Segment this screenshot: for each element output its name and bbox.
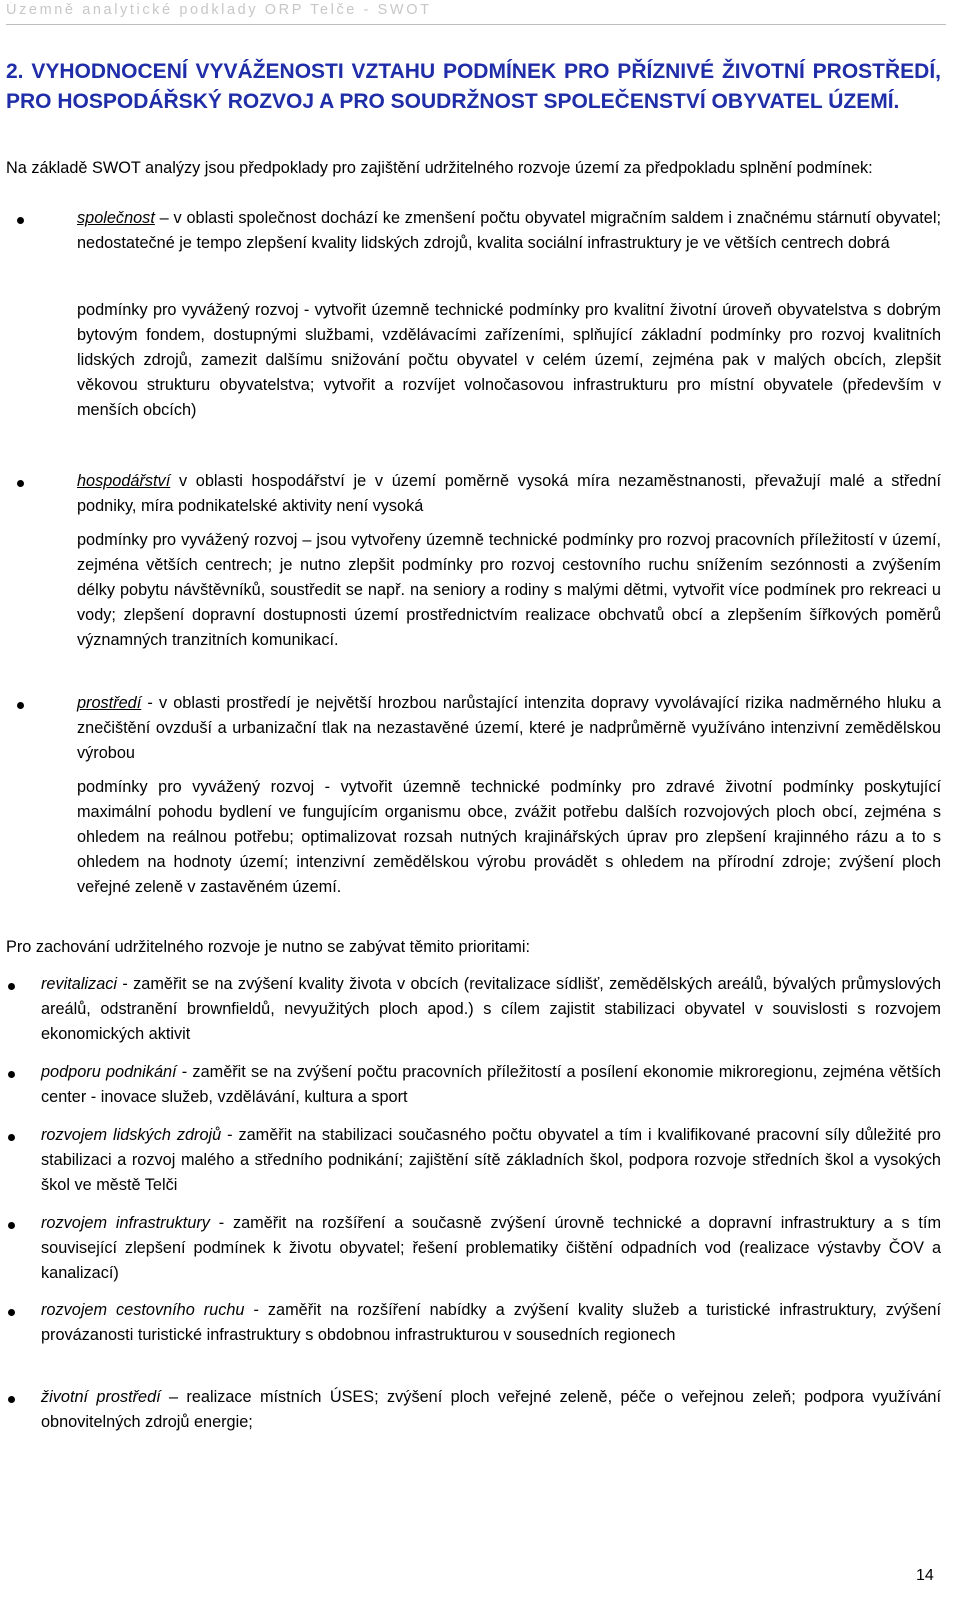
section-heading: 2. VYHODNOCENÍ VYVÁŽENOSTI VZTAHU PODMÍNEK PRO PŘÍZNIVÉ ŽIVOTNÍ PROSTŘEDÍ, PRO HOSPODÁŘSKÝ ROZVOJ A PRO SOUDRŽNOST SPOLEČENSTVÍ OBYVATEL ÚZEMÍ. (6, 60, 941, 113)
page-header: Územně analytické podklady ORP Telče - SWOT (6, 2, 946, 25)
priority-text: - zaměřit na stabilizaci současného počtu obyvatel a tím i kvalifikované pracovní síly důležité pro stabilizaci a rozvoj malého a středního podnikání; zajištění sítě základních škol, podpora rozvoje středních škol a vysokých škol ve městě Telči (41, 1126, 941, 1194)
priority-text: – realizace místních ÚSES; zvýšení ploch veřejné zeleně, péče o veřejnou zeleň; podpora využívání obnovitelných zdrojů energie; (41, 1388, 941, 1431)
priority-item (41, 1060, 941, 1110)
section-prostredi-lead (77, 691, 941, 766)
lead-text: v oblasti hospodářství je v území poměrně vysoká míra nezaměstnanosti, převažují malé a střední podniky, míra podnikatelské aktivity není vysoká (77, 472, 941, 515)
priority-term: revitalizaci (41, 975, 118, 993)
priority-item (41, 972, 941, 1047)
priority-text: - zaměřit na rozšíření a současně zvýšení úrovně technické a dopravní infrastruktury a s tím související zlepšení podmínek k životu obyvatel; řešení problematiky čištění odpadních vod (realizace výstavby ČOV a kanalizací) (41, 1214, 942, 1282)
page-number: 14 (916, 1567, 934, 1584)
bullet-icon (17, 702, 24, 709)
priority-text: - zaměřit na rozšíření nabídky a zvýšení kvality služeb a turistické infrastruktury, zvýšení provázanosti turistické infrastruktury s obdobnou infrastrukturou v sousedních regionech (41, 1301, 941, 1344)
section-hospodarstvi-lead (77, 469, 941, 519)
section-hospodarstvi-conditions: podmínky pro vyvážený rozvoj – jsou vytvořeny územně technické podmínky pro rozvoj pracovních příležitostí v území, zejména větších centrech; je nutno zlepšit podmínky pro rozvoj cestovního ruchu snížením sezónnosti a zvýšením délky pobytu návštěvníků, soustředit se např. na seniory a rodiny s malými dětmi, vytvořit více podmínek pro rekreaci u vody; zlepšení dopravní dostupnosti území prostřednictvím realizace obchvatů obcí a zlepšením šířkových poměrů významných tranzitních komunikací. (77, 531, 941, 649)
term-prostredi: prostředí (77, 694, 142, 712)
lead-text: - v oblasti prostředí je největší hrozbou narůstající intenzita dopravy vyvolávající rizika nadměrného hluku a znečištění ovzduší a urbanizační tlak na nezastavěné území, které je nadprůměrně využíváno intenzivní zemědělskou výrobou (77, 694, 941, 762)
priority-term: rozvojem lidských zdrojů (41, 1126, 222, 1144)
bullet-icon (8, 1309, 15, 1316)
priority-term: rozvojem infrastruktury (41, 1214, 210, 1232)
bullet-icon (8, 1134, 15, 1141)
section-spolecnost-lead (77, 206, 941, 256)
priority-item (41, 1211, 941, 1286)
priority-item (41, 1298, 941, 1348)
term-spolecnost: společnost (77, 209, 155, 227)
lead-text: – v oblasti společnost dochází ke zmenšení počtu obyvatel migračním saldem i značnému stárnutí obyvatel; nedostatečné je tempo zlepšení kvality lidských zdrojů, kvalita sociální infrastruktury je ve větších centrech dobrá (77, 209, 941, 252)
term-hospodarstvi: hospodářství (77, 472, 171, 490)
priority-text: - zaměřit se na zvýšení počtu pracovních příležitostí a posílení ekonomie mikroregionu, zejména větších center - inovace služeb, vzdělávání, kultura a sport (41, 1063, 941, 1106)
intro-paragraph: Na základě SWOT analýzy jsou předpoklady pro zajištění udržitelného rozvoje území za předpokladu splnění podmínek: (6, 159, 873, 177)
priority-term: životní prostředí (41, 1388, 161, 1406)
bullet-icon (8, 1071, 15, 1078)
bullet-icon (8, 1222, 15, 1229)
priority-term: rozvojem cestovního ruchu (41, 1301, 245, 1319)
priorities-intro: Pro zachování udržitelného rozvoje je nutno se zabývat těmito prioritami: (6, 938, 530, 956)
bullet-icon (17, 217, 24, 224)
section-prostredi-conditions: podmínky pro vyvážený rozvoj - vytvořit územně technické podmínky pro zdravé životní podmínky poskytující maximální pohodu bydlení ve fungujícím organismu obce, zvážit potřebu dalších rozvojových ploch obcí, zejména s ohledem na reálnou potřebu; optimalizovat rozsah nutných krajinářských úprav pro zlepšení krajinného rázu a to s ohledem na hodnoty území; intenzivní zemědělskou výrobu provádět s ohledem na přírodní zdroje; zvýšení ploch veřejné zeleně v zastavěném území. (77, 778, 941, 896)
section-spolecnost-conditions: podmínky pro vyvážený rozvoj - vytvořit územně technické podmínky pro kvalitní životní úroveň obyvatelstva s dobrým bytovým fondem, dostupnými službami, vzdělávacími zařízeními, splňující základní podmínky pro rozvoj kvalitních lidských zdrojů, zamezit dalšímu snižování počtu obyvatel v celém území, zejména pak v malých obcích, zlepšit věkovou strukturu obyvatelstva; vytvořit a rozvíjet volnočasovou infrastrukturu pro místní obyvatele (především v menších obcích) (77, 301, 941, 419)
bullet-icon (8, 983, 15, 990)
priority-item (41, 1123, 941, 1198)
priority-item (41, 1385, 941, 1435)
priority-term: podporu podnikání (41, 1063, 177, 1081)
bullet-icon (17, 480, 24, 487)
priority-text: - zaměřit se na zvýšení kvality života v obcích (revitalizace sídlišť, zemědělských areálů, bývalých průmyslových areálů, odstranění brownfieldů, nevyužitých ploch apod.) s cílem zajistit stabilizaci obyvatel v souvislosti s rozvojem ekonomických aktivit (41, 975, 941, 1043)
bullet-icon (8, 1396, 15, 1403)
